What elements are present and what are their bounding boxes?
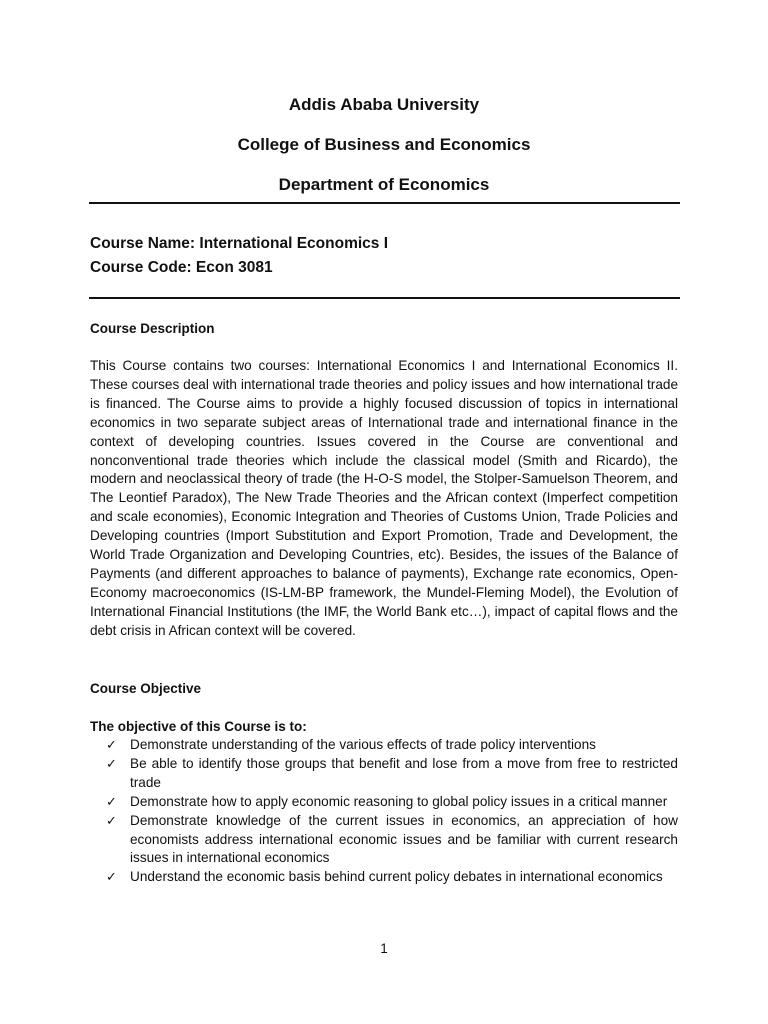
objective-list [90, 736, 678, 887]
objective-item [90, 812, 678, 869]
course-description-title: Course Description [90, 321, 215, 336]
objective-text: Understand the economic basis behind current policy debates in international economics [130, 869, 663, 885]
objective-item [90, 755, 678, 793]
objective-text: Demonstrate knowledge of the current issues in economics, an appreciation of how economists address international economic issues and be familiar with current research issues in international economics [130, 812, 678, 866]
course-objective-title: Course Objective [90, 681, 202, 696]
objective-item [90, 793, 678, 812]
checkmark-icon: ✓ [106, 812, 117, 828]
course-code: Course Code: Econ 3081 [90, 259, 273, 276]
course-description-body: This Course contains two courses: International Economics I and International Economics II. These courses deal with international trade theories and policy issues and how international trade is financed. The Course aims to provide a highly focused discussion of topics in international economics in two separate subject areas of International trade and international finance in the context of developing countries. Issues covered in the Course are conventional and nonconventional trade theories which include the classical model (Smith and Ricardo), the modern and neoclassical theory of trade (the H-O-S model, the Stolper-Samuelson Theorem, and The Leontief Paradox), The New Trade Theories and the African context (Imperfect competition and scale economies), Economic Integration and Theories of Customs Union, Trade Policies and Developing countries (Import Substitution and Export Promotion, Trade and Development, the World Trade Organization and Developing Countries, etc). Besides, the issues of the Balance of Payments (and different approaches to balance of payments), Exchange rate economics, Open-Economy macroeconomics (IS-LM-BP framework, the Mundel-Fleming Model), the Evolution of International Financial Institutions (the IMF, the World Bank etc…), impact of capital flows and the debt crisis in African context will be covered. [90, 358, 678, 638]
checkmark-icon: ✓ [106, 755, 117, 771]
checkmark-icon: ✓ [106, 869, 117, 885]
department-name: Department of Economics [278, 175, 490, 194]
objective-item [90, 868, 678, 887]
objective-text: Be able to identify those groups that benefit and lose from a move from free to restricted trade [130, 755, 678, 790]
college-name: College of Business and Economics [237, 135, 531, 154]
objective-item [90, 736, 678, 755]
objective-text: Demonstrate how to apply economic reasoning to global policy issues in a critical manner [130, 793, 668, 809]
university-name: Addis Ababa University [288, 95, 480, 114]
objective-text: Demonstrate understanding of the various effects of trade policy interventions [130, 737, 596, 752]
course-divider [89, 297, 680, 299]
course-name: Course Name: International Economics I [90, 235, 389, 252]
objective-intro: The objective of this Course is to: [90, 719, 307, 734]
header-divider [89, 202, 680, 204]
checkmark-icon: ✓ [106, 737, 117, 752]
page-number: 1 [380, 941, 388, 956]
checkmark-icon: ✓ [106, 793, 117, 809]
